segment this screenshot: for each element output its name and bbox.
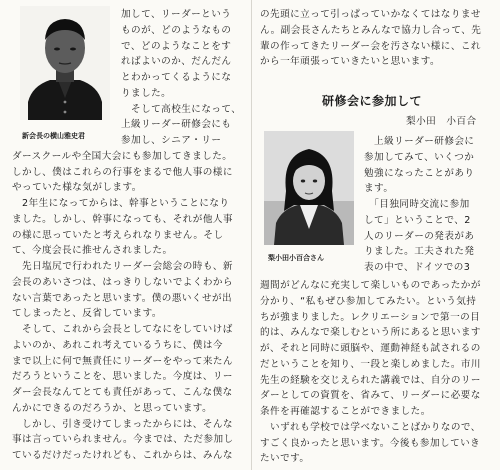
text-line: ているだけだったけれども、これからは、みんな	[12, 450, 233, 461]
text-line: 参加し、シニア・リー	[121, 135, 222, 146]
text-line: まで以上に何で無責任にリーダーをやって来たん	[12, 355, 233, 367]
text-line: から一年頑張っていきたいと思います。	[260, 56, 441, 68]
article-title: 研修会に参加して	[322, 94, 423, 108]
text-line: だろうということを、思いました。今度は、リー	[12, 371, 233, 383]
column-divider	[251, 0, 252, 470]
text-line: 上級リーダー研修会にも	[121, 119, 232, 131]
photo-caption: 新会長の横山雅史君	[22, 132, 85, 140]
text-line: 加して、リーダーという	[121, 9, 232, 20]
text-line: 先日塩尻で行われたリーダー会総会の時も、新	[12, 261, 233, 272]
text-line: そして高校生になって、	[121, 103, 242, 115]
text-line: 事は言っていられません。今までは、ただ参加し	[12, 434, 234, 446]
text-line: の様に思っていたと考えられなりません。そし	[12, 229, 224, 241]
text-line: 輩の作ってきたリーダー会を汚さない様に、これ	[260, 40, 481, 52]
text-line: ダー会長なんてとても責任があって、こんな僕な	[12, 387, 233, 398]
text-line: ました。しかし、幹事になっても、それが他人事	[12, 213, 233, 225]
text-line: だということを知り、一段と楽しめました。市川	[260, 358, 481, 370]
text-line: やっていた様な気がします。	[12, 182, 142, 194]
text-line: しかし、引き受けてしまったからには、そんな	[12, 418, 233, 430]
text-line: 週間がどんなに充実して楽しいものであったかが	[260, 280, 481, 291]
text-line: 参加してみて、いくつか	[364, 151, 475, 163]
text-line: ん。副会長さんたちとみんなで協力し合って、先	[260, 24, 482, 36]
text-line: 的は、みんなで楽しむという所にあると思います	[260, 327, 481, 339]
text-line: ダースクールや全国大会にも参加してきました。	[12, 150, 233, 162]
text-line: 人のリーダーの発表があ	[364, 230, 475, 242]
text-line: して」ということで、2	[364, 214, 471, 226]
text-line: の先頭に立って引っぱっていかなくてはなりませ	[260, 9, 481, 20]
portrait-photo-new-president	[20, 6, 110, 120]
text-line: てしまったと、反省しています。	[12, 308, 162, 320]
text-line: たいです。	[260, 453, 310, 465]
text-line: が、それと同時に頭脳や、運動神経も試されるの	[260, 343, 481, 354]
article-author: 梨小田 小百合	[406, 116, 477, 127]
text-line: ます。	[364, 183, 394, 195]
text-line: 表の中で、ドイツでの3	[364, 262, 471, 273]
text-line: 2年生になってからは、幹事ということになり	[12, 198, 230, 209]
portrait-photo-sayuri	[264, 131, 354, 245]
text-line: とわかってくるようにな	[121, 72, 232, 83]
text-line: 分かり、“私もぜひ参加してみたい。という気持	[260, 295, 477, 307]
photo-caption-right: 梨小田小百合さん	[268, 254, 324, 262]
text-line: そして、これから会長としてなにをしていけば	[12, 324, 233, 335]
text-line: 条件を再確認することができました。	[260, 406, 431, 417]
text-line: ダーとしての資質を、省みて、リーダーに必要な	[260, 390, 481, 402]
text-line: 勉強になったことがあり	[364, 167, 475, 179]
text-line: ものが、どのようなもの	[121, 24, 232, 36]
text-line: 会長のあいさつは、はっきりしないでよくわから	[12, 276, 233, 288]
text-line: て、今度会長に推せんされました。	[12, 245, 173, 257]
text-line: 「目独同時交流に参加	[364, 199, 470, 210]
text-line: で、どのようなことをす	[121, 40, 232, 52]
text-line: すごく良かったと思います。今後も参加していき	[260, 437, 481, 449]
text-line: ちが強まりました。レクリエーションで第一の目	[260, 311, 481, 323]
text-line: いずれも学校では学べないことばかりなので、	[260, 421, 481, 433]
text-line: 先生の経験を交じえられた講義では、自分のリー	[260, 374, 481, 386]
text-line: りました。工夫された発	[364, 246, 475, 258]
text-line: ない言葉であったと思います。僕の悪いくせが出	[12, 292, 233, 304]
text-line: りました。	[121, 87, 172, 99]
text-line: んかにできるのだろうか、と思っています。	[12, 402, 213, 414]
text-line: しかし、僕はこれらの行事をまるで他人事の様に	[12, 166, 233, 178]
text-line: よいのか、あれこれ考えているうちに、僕は今	[12, 339, 223, 351]
text-line: 上級リーダー研修会に	[364, 136, 475, 147]
text-line: ればよいのか、だんだん	[121, 56, 232, 68]
